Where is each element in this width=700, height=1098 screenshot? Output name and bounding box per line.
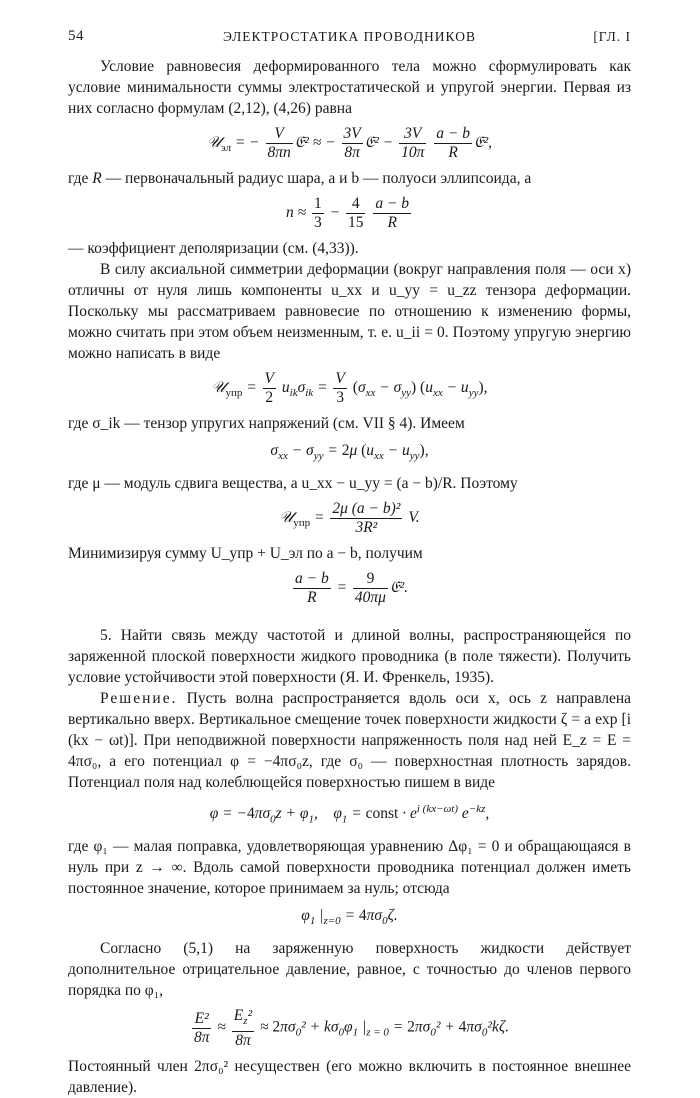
paragraph-7: Минимизируя сумму U_упр + U_эл по a − b, получим bbox=[68, 545, 423, 563]
equation-9: $\frac{\text{E²}}{8\pi}$ ≈ $\frac{E_z^2}{8\pi}$ ≈ $2\pi\sigma_0^2 + k\sigma_0\varphi_1$ $|_{z = 0} = 2\pi\sigma_0^2 + 4\pi\sigma_0^2k\zeta$. bbox=[193, 1007, 510, 1049]
chapter-label: [ГЛ. I bbox=[593, 29, 631, 44]
solution-paragraph: Решение. Пусть волна распространяется вдоль оси x, ось z направлена вертикально вверх. Вертикальное смещение точек поверхности жидкости ζ = a exp [i (kx − ωt)]. При неподвижной поверхности напряженность поля над ней E_z = E = 4πσ₀, а его потенциал φ = −4πσ₀z, где σ₀ — поверхностная плотность зарядов. Потенциал поля над колеблющейся поверхностью пишем в виде bbox=[68, 690, 631, 792]
paragraph-10: где φ₁ — малая поправка, удовлетворяющая уравнению Δφ₁ = 0 и обращающаяся в нуль при z → ∞. Вдоль самой поверхности проводника потенциал должен иметь постоянное значение, которое принимаем за нуль; отсюда bbox=[68, 838, 631, 898]
paragraph-11: Согласно (5,1) на заряженную поверхность жидкости действует дополнительное отрицательное давление, равное, с точностью до членов первого порядка по φ₁, bbox=[68, 940, 631, 1000]
running-title: ЭЛЕКТРОСТАТИКА ПРОВОДНИКОВ bbox=[223, 29, 476, 44]
equation-6: $\frac{a - b}{R}$ = $\frac{9}{40\pi\mu}$ 𝔈². bbox=[294, 570, 408, 607]
page-number: 54 bbox=[68, 28, 84, 44]
paragraph-5: где σ_ik — тензор упругих напряжений (см. VII § 4). Имеем bbox=[68, 415, 465, 432]
paragraph-1: Условие равновесия деформированного тела можно сформулировать как условие минимальности суммы электростатической и упругой энергии. Первая из них согласно формулам (2,12), (4,26) равна bbox=[68, 58, 631, 117]
paragraph-2: где R — первоначальный радиус шара, a и b — полуоси эллипсоида, а bbox=[68, 170, 532, 187]
equation-8: $\varphi_1$ $|_{z=0} = 4\pi\sigma_0\zeta$. bbox=[301, 907, 398, 928]
page-header bbox=[68, 26, 631, 48]
equation-2: n ≈ $\frac{1}{3}$ − $\frac{4}{15}$ $\frac{a - b}{R}$ bbox=[285, 195, 410, 231]
paragraph-12: Постоянный член 2πσ₀² несуществен (его можно включить в постоянное внешнее давление). bbox=[68, 1057, 631, 1096]
paragraph-4: В силу аксиальной симметрии деформации (вокруг направления поля — оси x) отличны от нуля лишь компоненты u_xx и u_yy = u_zz тензора деформации. Поскольку мы рассматриваем равновесие по отношению к изменению формы, можно считать при этом объем неизменным, т. е. u_ii = 0. Поэтому упругую энергию можно написать в виде bbox=[68, 261, 631, 362]
paragraph-3: — коэффициент деполяризации (см. (4,33)). bbox=[68, 240, 359, 257]
equation-7: $\varphi = -4\pi\sigma_0z + \varphi_1$, $\varphi_1$ = const · $e^{i (kx-\omega t)}$ $e^{-kz}$, bbox=[209, 803, 490, 826]
book-page bbox=[68, 26, 631, 1098]
equation-3: 𝒰$_{упр}$ = $\frac{V}{2}$ $u_{ik}\sigma_{ik}$ = $\frac{V}{3}$ $(\sigma_{xx} - \sigma_{yy}) (u_{xx} - u_{yy})$, bbox=[211, 370, 488, 406]
problem-5: 5. Найти связь между частотой и длиной волны, распространяющейся по заряженной плоской поверхности жидкого проводника (в поле тяжести). Получить условие устойчивости этой поверхности (Я. И. Френкель, 1935). bbox=[68, 627, 631, 687]
equation-5: 𝒰$_{упр}$ = $\frac{\text{2μ (a − b)²}}{\text{3R²}}$ V. bbox=[279, 500, 420, 537]
equation-1: 𝒰$_{эл}$ = − $\frac{V}{8\pi n}$ 𝔈² ≈ − $\frac{3V}{8\pi}$ 𝔈² − $\frac{3V}{10\pi}$ $\frac{a - b}{R}$ 𝔈², bbox=[207, 125, 492, 161]
paragraph-6: где μ — модуль сдвига вещества, а u_xx − u_yy = (a − b)/R. Поэтому bbox=[68, 475, 518, 493]
equation-4: $\sigma_{xx} - \sigma_{yy} = 2\mu$ $(u_{xx} - u_{yy})$, bbox=[270, 442, 429, 463]
